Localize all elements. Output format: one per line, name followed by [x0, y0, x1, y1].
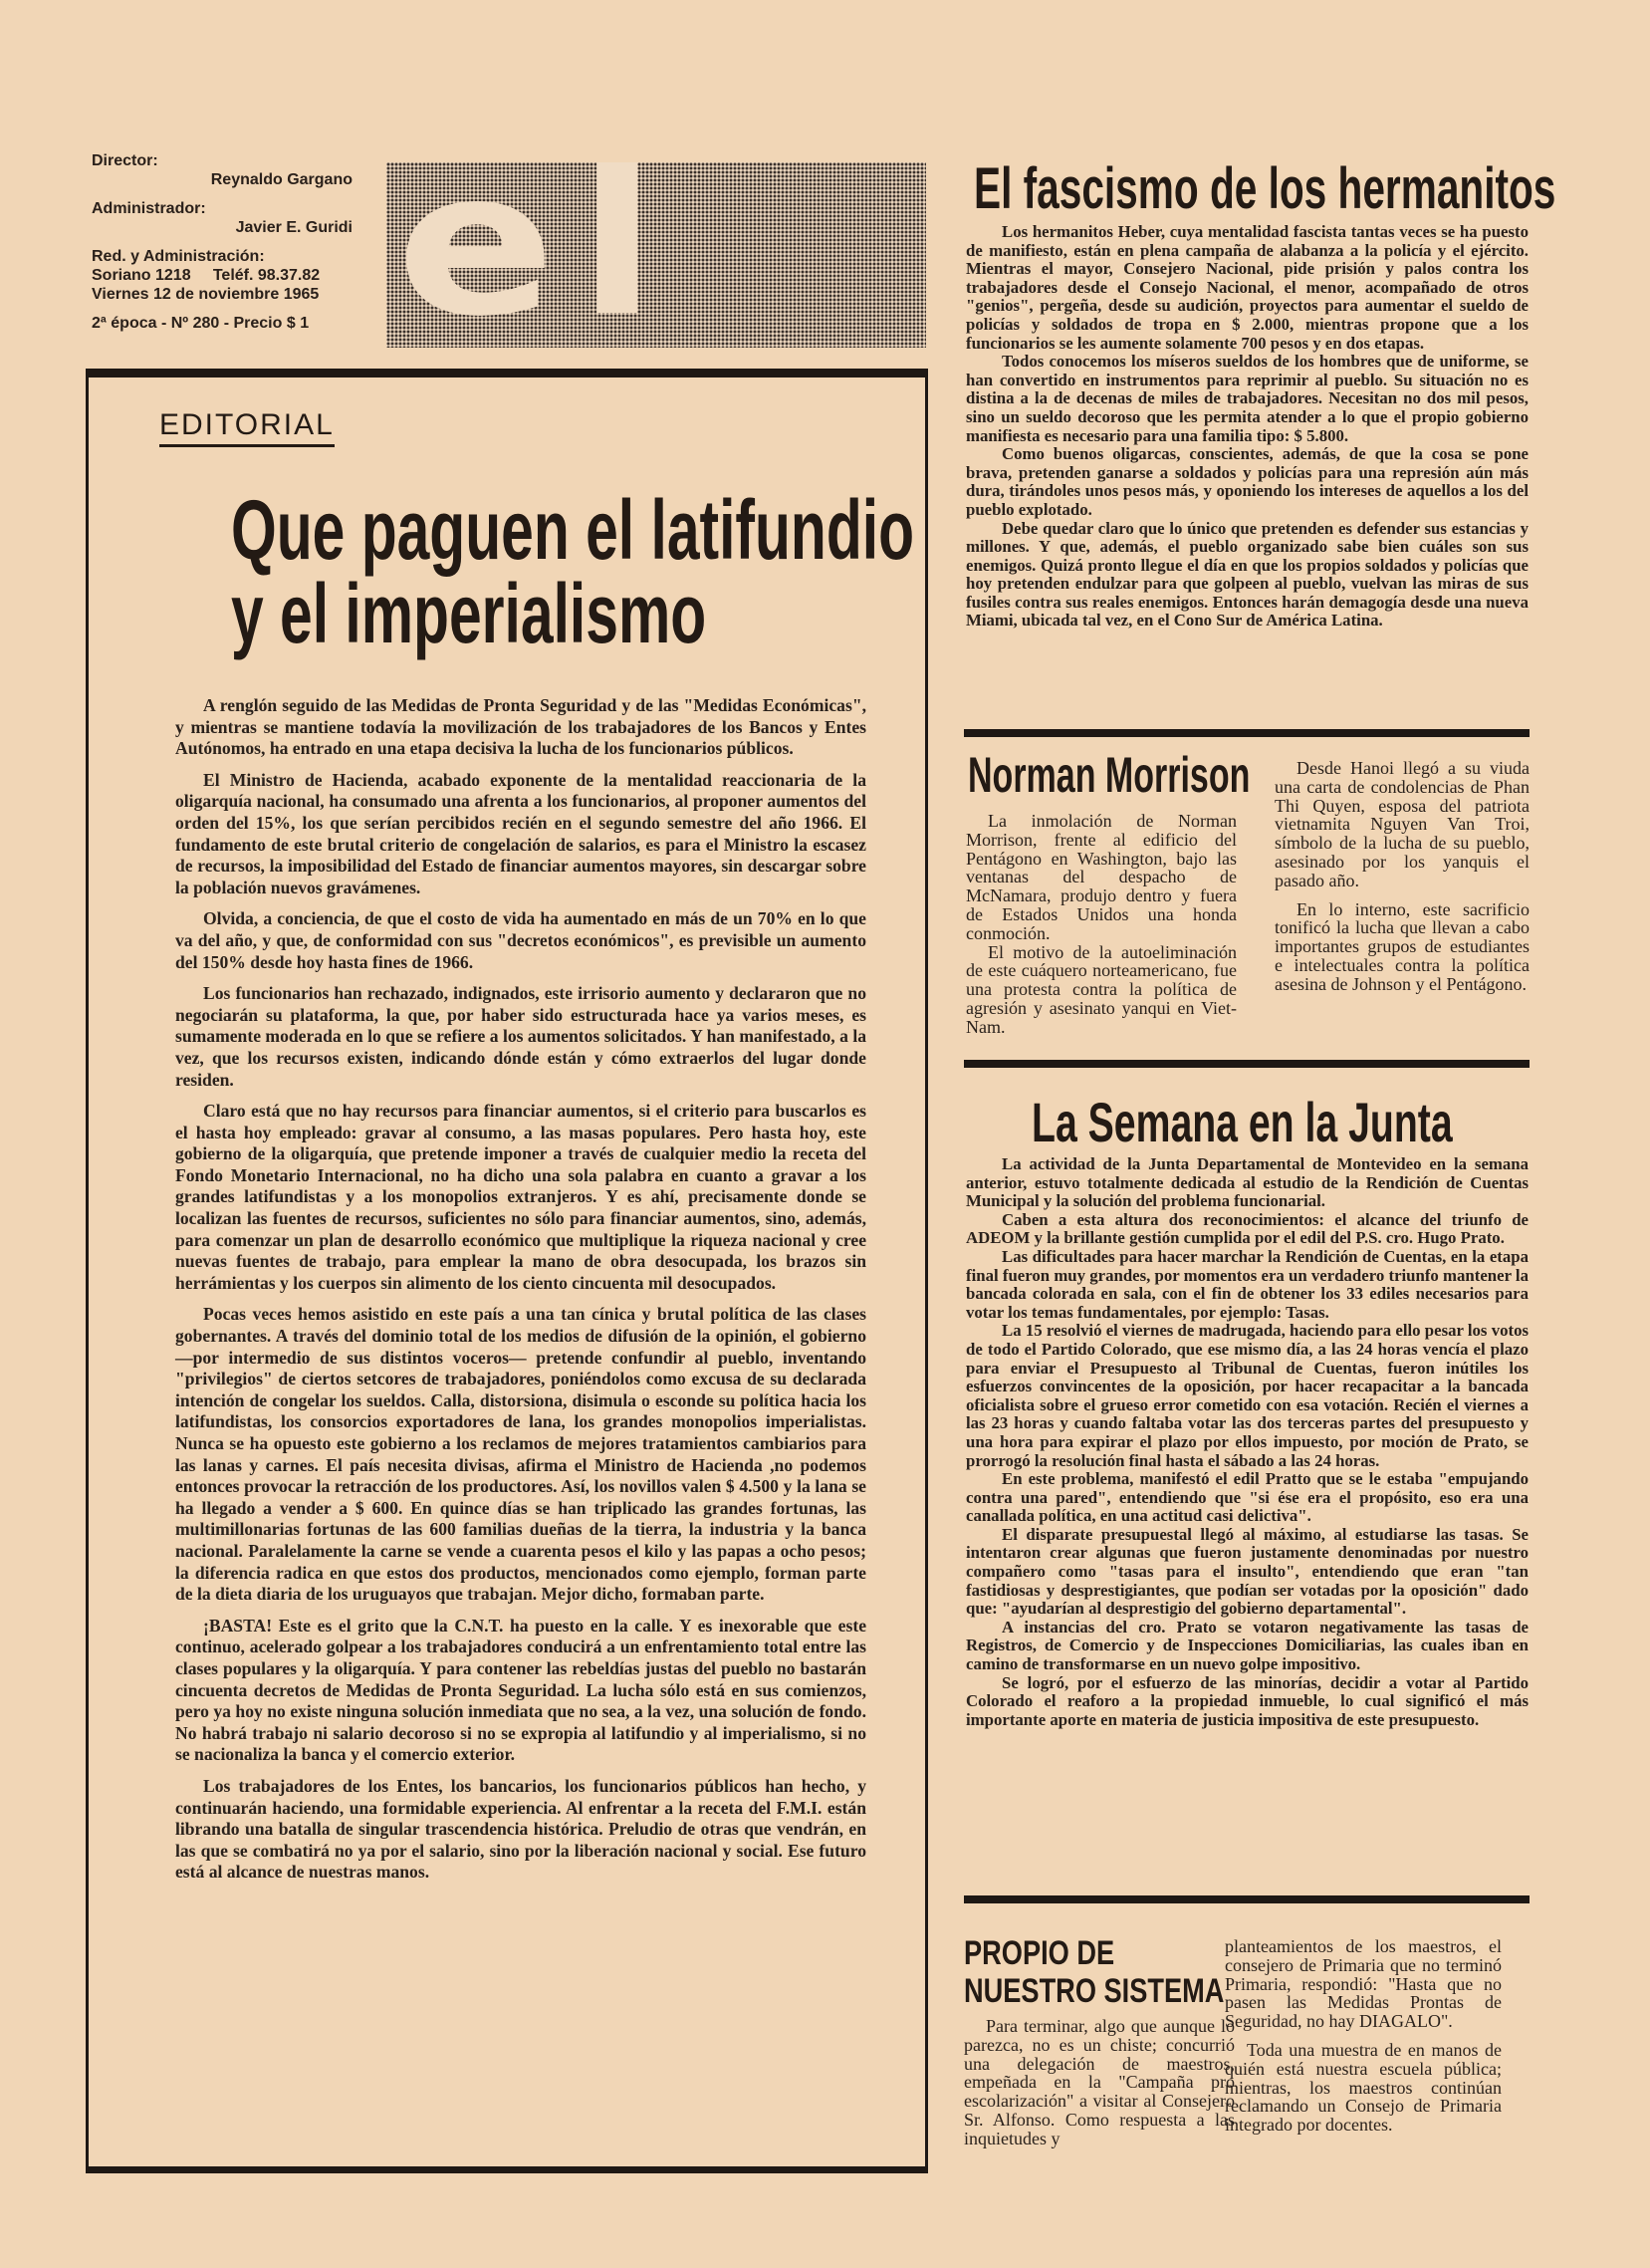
paragraph: Caben a esta altura dos reconocimientos: el alcance del triunfo de ADEOM y la brillante gestión cumplida por el edil del P.S. cro. Hugo Prato. [966, 1209, 1529, 1248]
paragraph: La actividad de la Junta Departamental de Montevideo en la semana anterior, estuvo totalmente dedicada al estudio de la Rendición de Cuentas Municipal y la solución del problema funcionarial. [966, 1154, 1529, 1211]
paragraph: Todos conocemos los míseros sueldos de los hombres que de uniforme, se han convertido en instrumentos para reprimir al pueblo. Su situación no es distina a la de decenas de miles de trabajadores. Necesitan no dos mil pesos, sino un sueldo decoroso que les permita atender a lo que el propio gobierno manifiesta es necesario para una familia tipo: $ 5.800. [966, 352, 1529, 445]
director-label: Director: [92, 152, 158, 169]
paragraph: La inmolación de Norman Morrison, frente al edificio del Pentágono en Washington, bajo las ventanas del despacho de McNamara, produjo dentro y fuera de Estados Unidos una honda conmoción. [966, 811, 1237, 943]
editorial-body [175, 695, 866, 1893]
address: Soriano 1218 Teléf. 98.37.82 [92, 267, 321, 284]
sistema-col-2 [1225, 1937, 1502, 2135]
headline-line-2: y el imperialismo [231, 567, 707, 660]
headline-line-1: Que paguen el latifundio [231, 483, 915, 577]
issue-date: Viernes 12 de noviembre 1965 [92, 286, 320, 303]
paragraph: Olvida, a conciencia, de que el costo de vida ha aumentado en más de un 70% en lo que va del año, y que, de conformidad con sus "decretos económicos", es previsible un aumento del 150% desde hoy hasta fines de 1966. [175, 908, 866, 972]
morrison-col-1 [966, 812, 1237, 1037]
paragraph: En lo interno, este sacrificio tonificó la lucha que llevan a cabo importantes grupos de estudiantes e intelectuales contra la política asesina de Johnson y el Pentágono. [1275, 898, 1530, 994]
morrison-title: Norman Morrison [968, 747, 1251, 803]
paragraph: Para terminar, algo que aunque lo parezca, no es un chiste; concurrió una delegación de maestros, empeñada en la "Campaña pro escolarización" a visitar al Consejero Sr. Alfonso. Como respuesta a las inquietudes y [964, 2016, 1235, 2148]
paragraph: Pocas veces hemos asistido en este país a una tan cínica y brutal política de las clases gobernantes. A través del dominio total de los medios de difusión de la opinión, el gobierno —por intermedio de sus distintos voceros— pretende confundir al pueblo, inventando "privilegios" de ciertos setcores de trabajadores, poniéndolos como excusa de su declarada intención de congelar los sueldos. Calla, distorsiona, disimula o esconde su política hacia los latifundistas, los consorcios exportadores de lana, los grandes monopolios imperialistas. Nunca se ha opuesto este gobierno a los reclamos de mejores tratamientos cambiarios para las lanas y carnes. El país necesita divisas, afirma el Ministro de Hacienda ,no podemos entonces provocar la retracción de los productores. Así, los novillos valen $ 4.500 y la lana se ha llegado a vender a $ 600. En quince días se han triplicado las grandes fortunas, las multimillonarias fortunas de las 600 familias dueñas de la tierra, la industria y la banca nacional. Paralelamente la carne se vende a cuarenta pesos el kilo y las papas a ocho pesos; la diferencia radica en que estos dos productos, mencionados como ejemplo, forman parte de la dieta diaria de los uruguayos que trabajan. Mejor dicho, formaban parte. [175, 1304, 866, 1605]
logo-text: el [396, 162, 679, 348]
paragraph: Desde Hanoi llegó a su viuda una carta de condolencias de Phan Thi Quyen, esposa del patriota vietnamita Nguyen Van Troi, símbolo de la lucha de su pueblo, asesinado por los yanquis el pasado año. [1275, 758, 1530, 890]
section-divider [964, 729, 1530, 737]
paragraph: La 15 resolvió el viernes de madrugada, haciendo para ello pesar los votos de todo el Partido Colorado, que ese mismo día, a las 24 horas vencía el plazo para enviar el Presupuesto al Tribunal de Cuentas, fueron inútiles los esfuerzos convincentes de la oposición, por hacer recapacitar a la bancada oficialista sobre el grueso error cometido con esa votación. Recién el viernes a las 23 horas y cuando faltaba votar las dos terceras partes del presupuesto y una hora para expirar el plazo por ellos impuesto, por moción de Prato, se prorrogó la resolución final hasta el sábado a las 24 horas. [966, 1321, 1529, 1470]
fascismo-body [966, 223, 1529, 630]
editorial-label: EDITORIAL [159, 408, 335, 447]
title-line-1: PROPIO DE [964, 1934, 1115, 1972]
admin-name: Javier E. Guridi [235, 219, 353, 236]
masthead-info [92, 151, 353, 333]
paragraph: Los hermanitos Heber, cuya mentalidad fascista tantas veces se ha puesto de manifiesto, están en plena campaña de alabanza a la policía y el ejército. Mientras el mayor, Consejero Nacional, pide prisión y palos contra los trabajadores desde el Consejo Nacional, el menor, acompañado de otros "genios", pergeña, desde su audición, proyectos para aumentar el sueldo de policías y soldados de tropa en $ 2.000, mientras propone que a los funcionarios se les aumente solamente 700 pesos y en dos etapas. [966, 222, 1529, 353]
title-line-2: NUESTRO SISTEMA [964, 1972, 1225, 2010]
paragraph: A renglón seguido de las Medidas de Pronta Seguridad y de las "Medidas Económicas", y mientras se mantiene todavía la movilización de los trabajadores de los Bancos y Entes Autónomos, ha entrado en una etapa decisiva la lucha de los funcionarios públicos. [175, 695, 866, 759]
director-name: Reynaldo Gargano [210, 171, 353, 188]
paragraph: El motivo de la autoeliminación de este cuáquero norteamericano, fue una protesta contra la política de agresión y asesinato yanqui en Viet-Nam. [966, 941, 1237, 1037]
section-divider [964, 1060, 1530, 1068]
paragraph: Se logró, por el esfuerzo de las minorías, decidir a votar al Partido Colorado el reaforo a la propiedad inmueble, lo cual significó el más importante aporte en materia de justicia impositiva de este presupuesto. [966, 1672, 1529, 1729]
paragraph: ¡BASTA! Este es el grito que la C.N.T. ha puesto en la calle. Y es inexorable que este continuo, acelerado golpear a los trabajadores conducirá a un enfrentamiento total entre las clases populares y la oligarquía. Y para contener las rebeldías justas del pueblo no bastarán cincuenta decretos de Medidas de Pronta Seguridad. La lucha sólo está en sus comienzos, pero ya hoy no existe ninguna solución inmediata que no sea, a la vez, una solución de fondo. No habrá trabajo ni salario decoroso si no se expropia al latifundio y al imperialismo, si no se nacionaliza la banca y el comercio exterior. [175, 1615, 866, 1765]
sistema-col-1 [964, 2017, 1235, 2148]
admin-label: Administrador: [92, 200, 206, 217]
paragraph: Las dificultades para hacer marchar la Rendición de Cuentas, en la etapa final fueron muy grandes, por momentos era un verdadero triunfo mantener la bancada colorada en sala, con el fin de obtener los 33 ediles necesarios para votar los temas fundamentales, por ejemplo: Tasas. [966, 1246, 1529, 1322]
paragraph: Como buenos oligarcas, conscientes, además, de que la cosa se pone brava, pretenden ganarse a soldados y policías para una represión aún más dura, tirándoles unos pesos más, y oponiendo los intereses de aquellos a los del pueblo explotado. [966, 444, 1529, 519]
morrison-col-2 [1275, 759, 1530, 994]
sistema-title [964, 1934, 1224, 2010]
junta-body [966, 1155, 1529, 1729]
paragraph: En este problema, manifestó el edil Pratto que se le estaba "empujando contra una pared", entendiendo que "si ése era el propósito, eso era una canallada política, en una actitud casi delictiva". [966, 1469, 1529, 1526]
fascismo-title: El fascismo de los hermanitos [974, 156, 1556, 221]
paragraph: Toda una muestra de en manos de quién está nuestra escuela pública; mientras, los maestros continúan reclamando un Consejo de Primaria integrado por docentes. [1225, 2039, 1502, 2136]
editorial-headline [231, 483, 915, 660]
paragraph: A instancias del cro. Prato se votaron negativamente las tasas de Registros, de Comercio y de Inspecciones Domiciliarias, las cuales iban en camino de transformarse en un nuevo golpe impositivo. [966, 1617, 1529, 1674]
issue-number: 2ª época - Nº 280 - Precio $ 1 [92, 315, 310, 332]
newspaper-logo [386, 162, 926, 348]
paragraph: Claro está que no hay recursos para financiar aumentos, si el criterio para buscarlos es el hasta hoy empleado: gravar al consumo, a las masas populares. Pero hasta hoy, este gobierno de la oligarquía, que pretende imponer a través de cualquier medio la receta del Fondo Monetario Internacional, no ha dicho una sola palabra en cuanto a gravar a los grandes latifundistas y a los monopolios extranjeros. Y es ahí, precisamente donde se localizan las fuentes de recursos, suficientes no sólo para financiar aumentos, sino, además, para comenzar un plan de desarrollo económico que multiplique la riqueza nacional y cree nuevas fuentes de trabajo, para emplear la mano de obra desocupada, los brazos sin herrámientas y los cuerpos sin alimento de los ciento cincuenta mil desocupados. [175, 1101, 866, 1293]
paragraph: El disparate presupuestal llegó al máximo, al estudiarse las tasas. Se intentaron crear algunas que fueron justamente denominadas por nuestro compañero como "tasas para el insulto", entendiendo que eran "tan fastidiosas y desprestigiantes, que podían ser votadas por la oposición" dado que: "ayudarían al desprestigio del gobierno departamental". [966, 1524, 1529, 1619]
paragraph: Los funcionarios han rechazado, indignados, este irrisorio aumento y declararon que no negociarán su plataforma, la que, por haber sido estructurada hace ya varios meses, es sumamente moderada en lo que se refiere a los aumentos solicitados. Y han manifestado, a la vez, que los recursos existen, indicando dónde están y cómo extraerlos del lugar donde residen. [175, 983, 866, 1090]
paragraph: Los trabajadores de los Entes, los bancarios, los funcionarios públicos han hecho, y continuarán haciendo, una formidable experiencia. Al enfrentar a la receta del F.M.I. están librando una batalla de singular trascendencia histórica. Preludio de otras que vendrán, en las que se combatirá no ya por el salario, sino por la liberación nacional y social. Ese futuro está al alcance de nuestras manos. [175, 1775, 866, 1883]
section-divider [964, 1895, 1530, 1903]
paragraph: Debe quedar claro que lo único que pretenden es defender sus estancias y millones. Y que, además, el pueblo organizado sabe bien cuáles son sus enemigos. Quizá pronto llegue el día en que los propios soldados y policías que hoy pretenden endulzar para que golpeen al pueblo, vuelvan las miras de sus fusiles contra sus reales enemigos. Entonces harán demagogía desde una nueva Miami, ubicada tal vez, en el Cono Sur de América Latina. [966, 518, 1529, 630]
paragraph: planteamientos de los maestros, el consejero de Primaria que no terminó Primaria, respondió: "Hasta que no pasen las Medidas Prontas de Seguridad, no hay DIAGALO". [1225, 1936, 1502, 2032]
paragraph: El Ministro de Hacienda, acabado exponente de la mentalidad reaccionaria de la oligarquía nacional, ha consumado una afrenta a los funcionarios, al proponer aumentos del orden del 15%, los que serían percibidos recién en el segundo semestre del año 1966. El fundamento de este brutal criterio de congelación de salarios, es para el Ministro la escasez de recursos, la imposibilidad del Estado de financiar aumentos mayores, sin descargar sobre la población nuevos gravámenes. [175, 769, 866, 897]
address-label: Red. y Administración: [92, 248, 265, 265]
junta-title: La Semana en la Junta [1032, 1091, 1453, 1153]
